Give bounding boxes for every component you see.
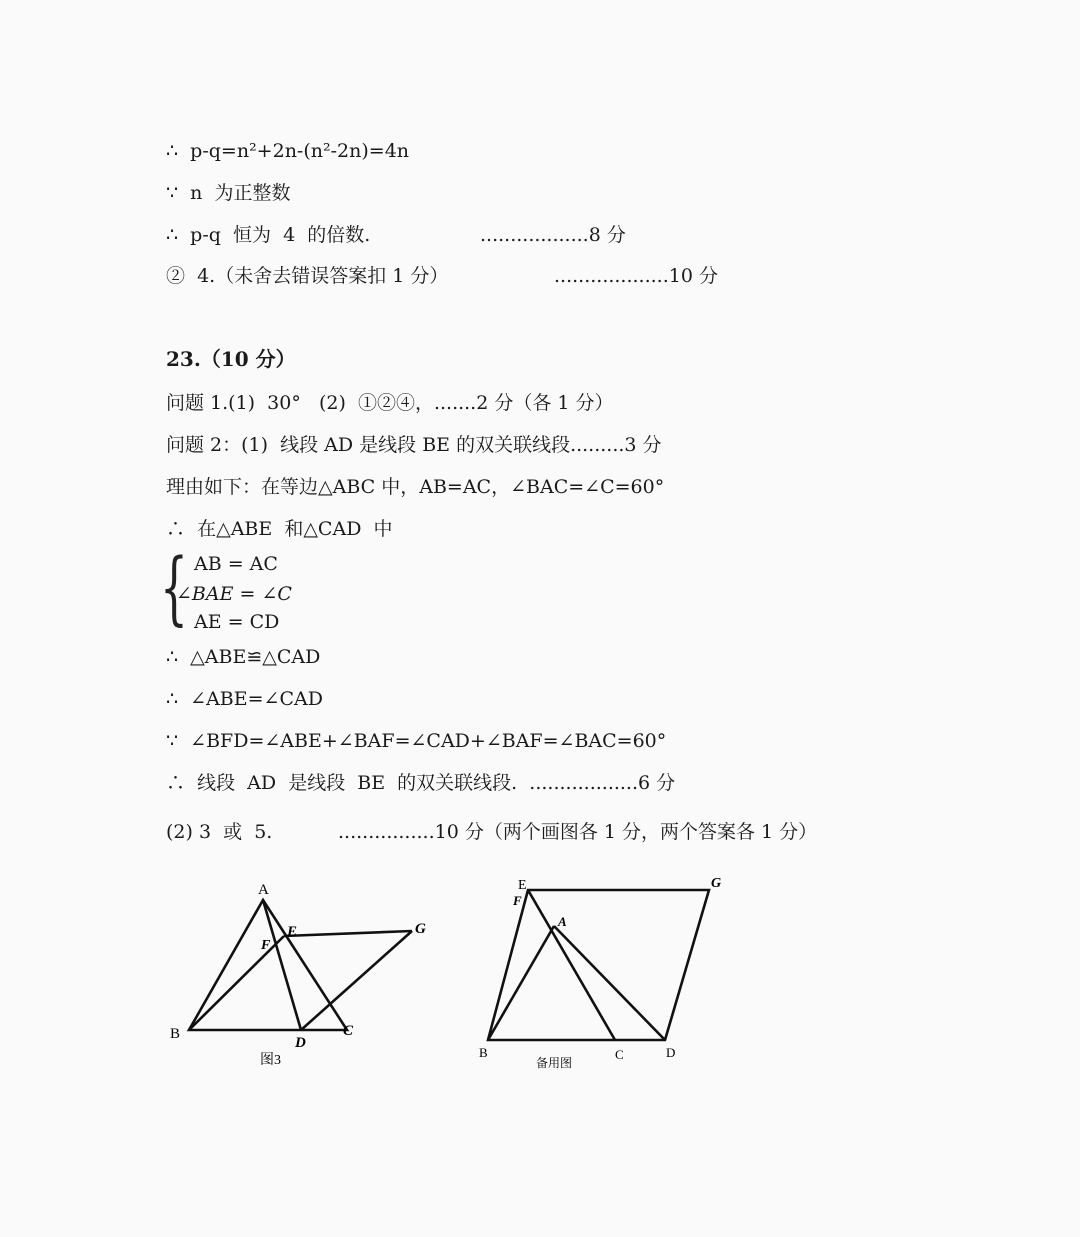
- fig2-label-a: A: [558, 914, 567, 929]
- line-part-2-answer: (2) 3 或 5.: [166, 821, 273, 843]
- equation-system: [160, 541, 360, 636]
- line-n-positive: ∵ n 为正整数: [166, 182, 291, 204]
- fig1-label-b: B: [170, 1026, 181, 1042]
- line-angle-bfd: ∵ ∠BFD=∠ABE+∠BAF=∠CAD+∠BAF=∠BAC=60°: [166, 730, 667, 752]
- question-23-title: 23.（10 分）: [166, 347, 296, 371]
- system-eq-2: ∠BAE = ∠C: [176, 583, 292, 605]
- fig1-label-c: C: [343, 1023, 354, 1039]
- figure-backup-lines: [488, 890, 709, 1040]
- line-congruent: ∴ △ABE≌△CAD: [166, 646, 321, 668]
- line-reason: 理由如下：在等边△ABC 中，AB=AC，∠BAC=∠C=60°: [166, 476, 665, 498]
- fig2-label-f: F: [513, 893, 522, 908]
- figure-backup: [470, 870, 740, 1080]
- fig2-label-c: C: [615, 1047, 624, 1062]
- score-10b: ................10 分（两个画图各 1 分，两个答案各 1 分）: [338, 821, 818, 843]
- line-problem-1: 问题 1.(1) 30° (2) ①②④，.......2 分（各 1 分）: [166, 392, 614, 414]
- fig1-label-d: D: [295, 1035, 306, 1051]
- fig2-label-d: D: [666, 1045, 676, 1060]
- fig1-label-g: G: [415, 921, 426, 937]
- line-answer-4: ② 4.（未舍去错误答案扣 1 分）: [166, 265, 449, 287]
- line-in-triangles: ∴ 在△ABE 和△CAD 中: [166, 518, 393, 540]
- score-10a: ...................10 分: [554, 265, 718, 287]
- line-problem-2: 问题 2：(1) 线段 AD 是线段 BE 的双关联线段.........3 分: [166, 434, 662, 456]
- fig1-caption: 图3: [260, 1053, 281, 1068]
- system-eq-3: AE = CD: [194, 611, 280, 633]
- left-brace: {: [160, 541, 188, 634]
- figure-3-lines: [189, 900, 412, 1030]
- fig1-label-f: F: [261, 938, 271, 953]
- score-8: ..................8 分: [480, 224, 626, 246]
- line-conclusion: ∴ 线段 AD 是线段 BE 的双关联线段. ..................6 分: [166, 772, 676, 794]
- fig1-label-a: A: [258, 882, 269, 898]
- figure-3: [160, 870, 440, 1080]
- fig2-label-e: E: [518, 878, 527, 893]
- fig1-label-e: E: [287, 924, 298, 940]
- line-multiple-of-4: ∴ p-q 恒为 4 的倍数.: [166, 224, 371, 246]
- line-angle-equal: ∴ ∠ABE=∠CAD: [166, 688, 323, 710]
- system-eq-1: AB = AC: [194, 553, 278, 575]
- line-p-minus-q: ∴ p-q=n²+2n-(n²-2n)=4n: [166, 140, 410, 162]
- fig2-caption: 备用图: [536, 1056, 573, 1070]
- fig2-label-b: B: [479, 1045, 488, 1060]
- fig2-label-g: G: [711, 876, 722, 891]
